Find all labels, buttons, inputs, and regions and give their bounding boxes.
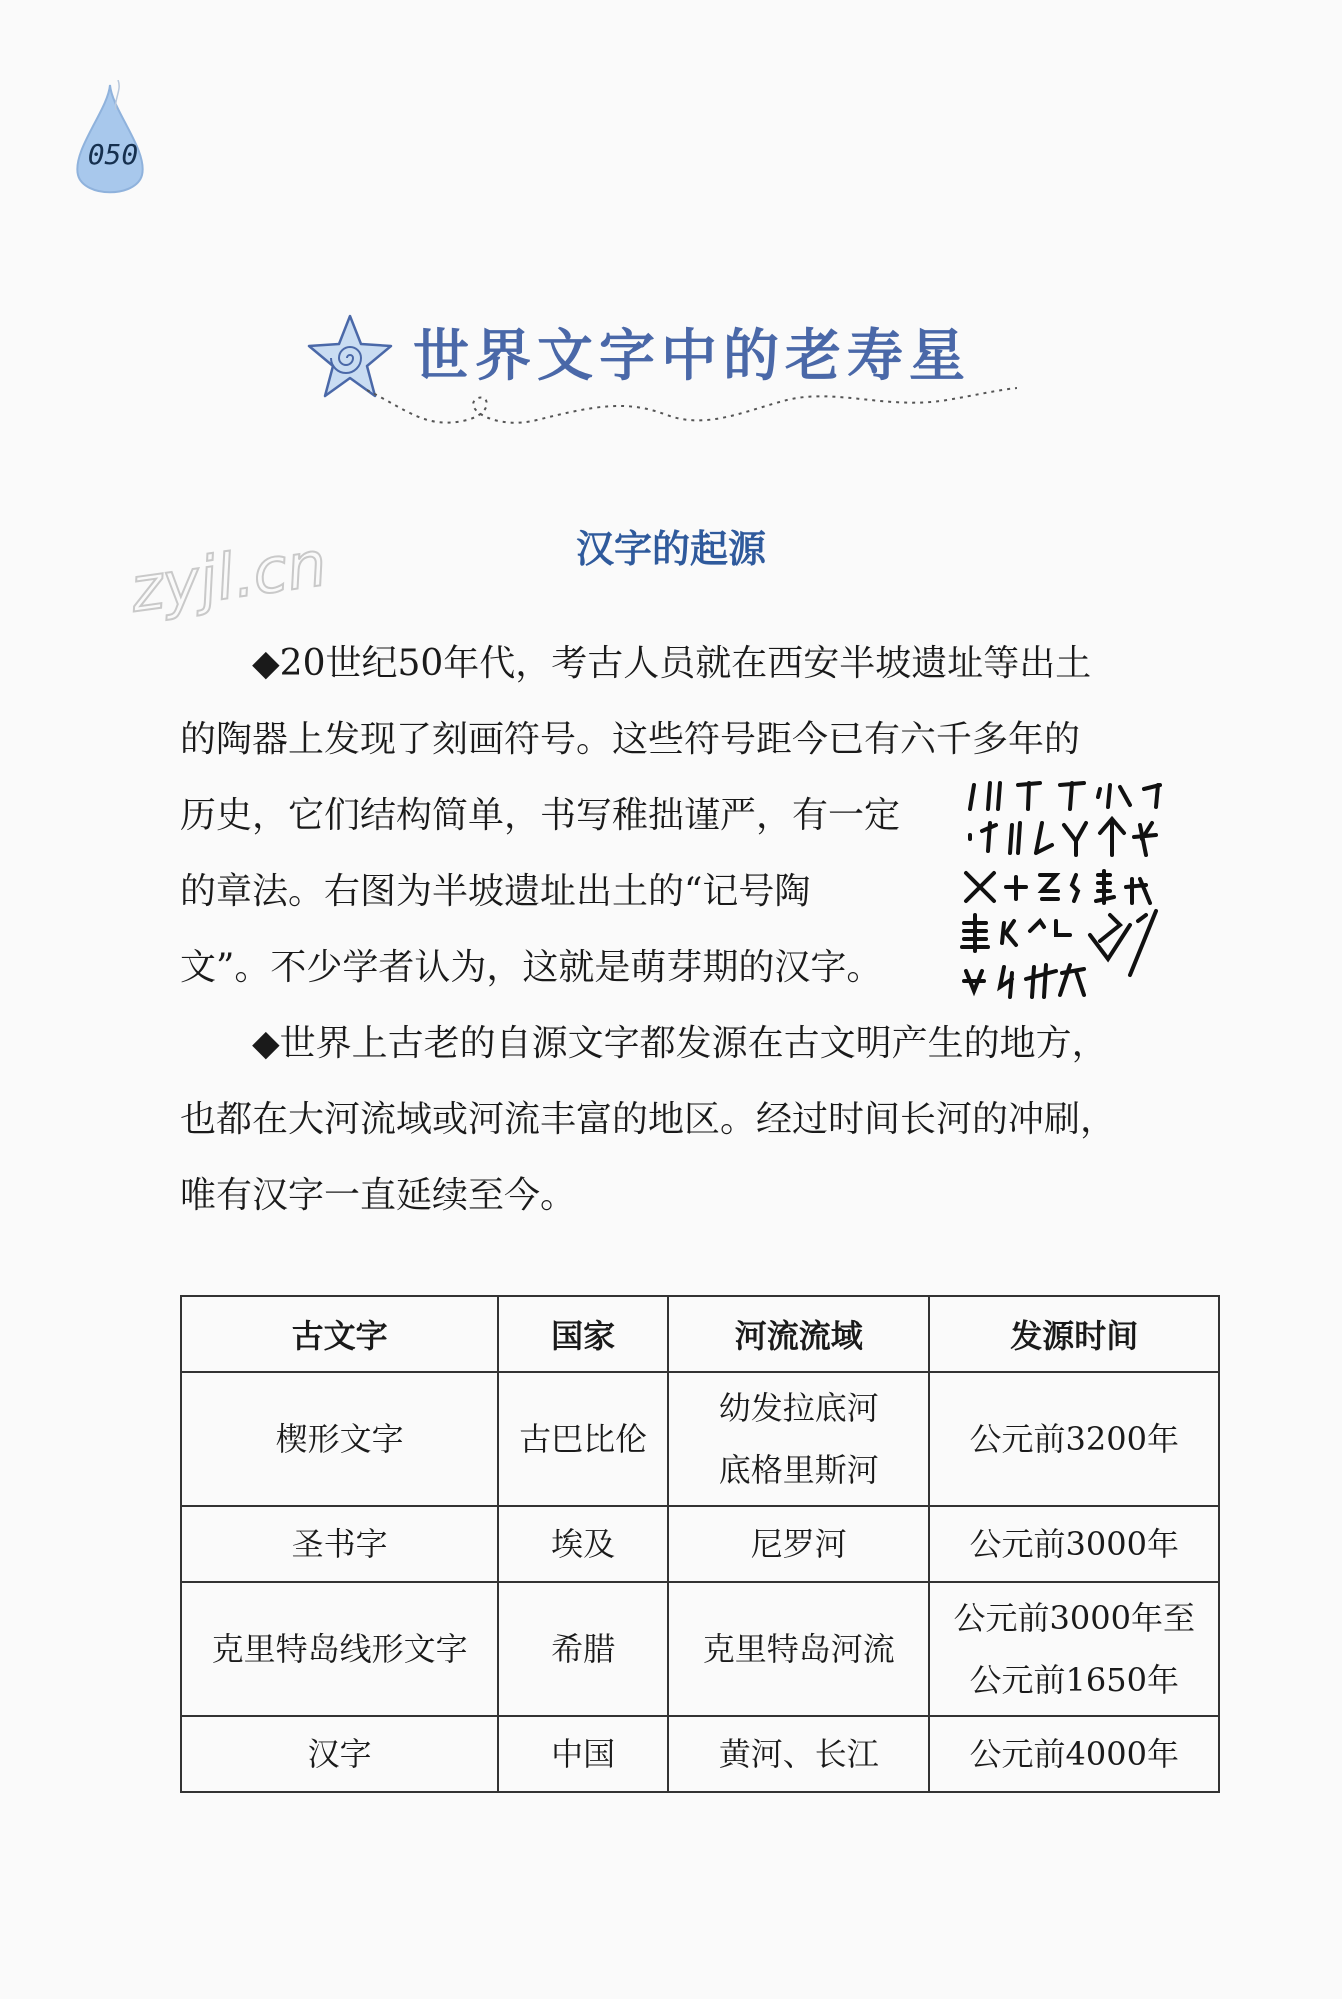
table-row <box>181 1506 1219 1582</box>
paragraph-1-line-3: 历史，它们结构简单，书写稚拙谨严，有一定 <box>180 795 901 836</box>
section-title: 汉字的起源 <box>575 526 766 571</box>
cell-time <box>929 1582 1219 1716</box>
cell-time: 公元前3200年 <box>929 1372 1219 1506</box>
pottery-marks-illustration <box>960 775 1220 1005</box>
cell-script: 克里特岛线形文字 <box>181 1582 498 1716</box>
watermark: zyjl.cn <box>125 526 331 627</box>
paragraph-1-line-4: 的章法。右图为半坡遗址出土的“记号陶 <box>180 871 811 912</box>
cell-country: 埃及 <box>498 1506 668 1582</box>
paragraph-1-line-1: ◆20世纪50年代，考古人员就在西安半坡遗址等出土 <box>252 643 1092 684</box>
table-header-row <box>181 1296 1219 1372</box>
chapter-heading <box>305 300 1025 440</box>
cell-script: 汉字 <box>181 1716 498 1792</box>
cell-time-line-2: 公元前1650年 <box>969 1661 1179 1699</box>
page-number: 050 <box>87 138 139 171</box>
cell-country: 中国 <box>498 1716 668 1792</box>
table-row <box>181 1716 1219 1792</box>
cell-country: 希腊 <box>498 1582 668 1716</box>
table-row <box>181 1582 1219 1716</box>
header-river: 河流流域 <box>668 1296 930 1372</box>
ancient-scripts-table <box>180 1295 1220 1793</box>
cell-river: 黄河、长江 <box>668 1716 930 1792</box>
paragraph-2-line-1: ◆世界上古老的自源文字都发源在古文明产生的地方， <box>252 1023 1108 1064</box>
paragraph-1-line-5: 文”。不少学者认为，这就是萌芽期的汉字。 <box>180 947 883 988</box>
header-country: 国家 <box>498 1296 668 1372</box>
cell-time: 公元前3000年 <box>929 1506 1219 1582</box>
paragraph-1-line-2: 的陶器上发现了刻画符号。这些符号距今已有六千多年的 <box>180 719 1081 760</box>
cell-time: 公元前4000年 <box>929 1716 1219 1792</box>
header-script: 古文字 <box>181 1296 498 1372</box>
chapter-title: 世界文字中的老寿星 <box>413 324 971 389</box>
cell-river <box>668 1372 930 1506</box>
cell-country: 古巴比伦 <box>498 1372 668 1506</box>
cell-time-line-1: 公元前3000年至 <box>953 1599 1195 1637</box>
cell-river: 克里特岛河流 <box>668 1582 930 1716</box>
cell-river-line-2: 底格里斯河 <box>718 1451 879 1489</box>
paragraph-2-line-3: 唯有汉字一直延续至今。 <box>180 1175 577 1216</box>
paragraph-2 <box>180 1006 1220 1234</box>
dotted-wave-decoration <box>367 370 1017 440</box>
header-time: 发源时间 <box>929 1296 1219 1372</box>
table-row <box>181 1372 1219 1506</box>
cell-script: 圣书字 <box>181 1506 498 1582</box>
paragraph-2-line-2: 也都在大河流域或河流丰富的地区。经过时间长河的冲刷， <box>180 1099 1117 1140</box>
cell-script: 楔形文字 <box>181 1372 498 1506</box>
cell-river-line-1: 幼发拉底河 <box>718 1389 879 1427</box>
cell-river: 尼罗河 <box>668 1506 930 1582</box>
